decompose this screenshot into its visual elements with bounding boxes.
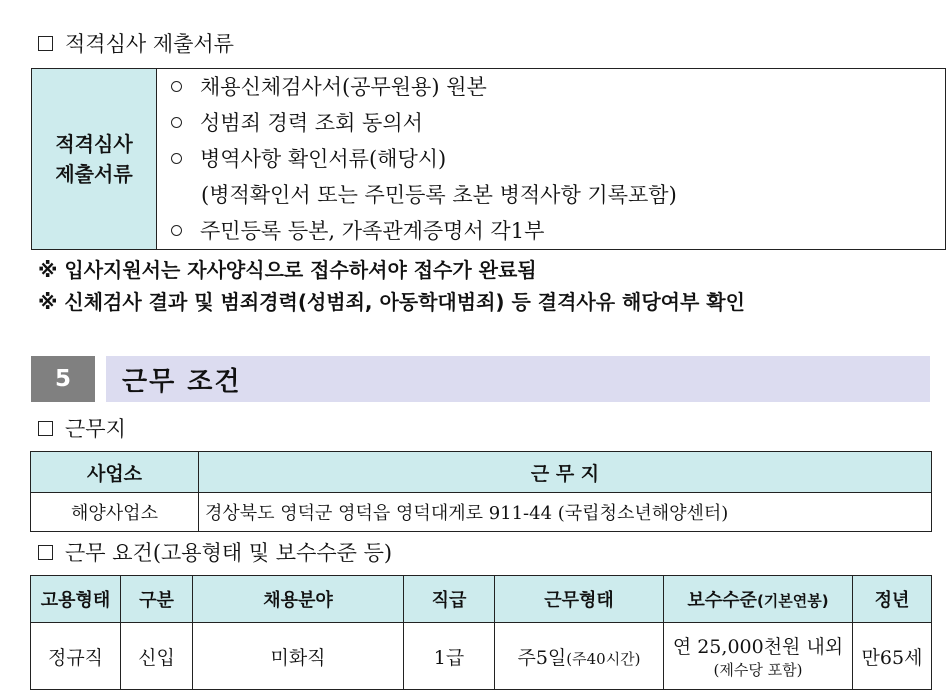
- circle-bullet-icon: [171, 81, 182, 92]
- circle-bullet-icon: [171, 117, 182, 128]
- column-header: 근무형태: [495, 576, 664, 623]
- column-header: 사업소: [31, 452, 199, 493]
- note-application-form: ※ 입사지원서는 자사양식으로 접수하셔야 접수가 완료됨: [38, 258, 537, 282]
- section-number-badge: 5: [31, 356, 95, 402]
- column-header: 직급: [404, 576, 495, 623]
- table-cell: 1급: [404, 623, 495, 690]
- conditions-table: [30, 575, 932, 690]
- qual-header-line1: 적격심사: [55, 132, 133, 156]
- checkbox-square-icon: [38, 421, 53, 436]
- list-item-continuation: (병적확인서 또는 주민등록 초본 병적사항 기록포함): [201, 183, 677, 207]
- note-background-check: ※ 신체검사 결과 및 범죄경력(성범죄, 아동학대범죄) 등 결격사유 해당여부 확인: [38, 290, 745, 314]
- section-title-bar: [106, 356, 930, 402]
- checkbox-square-icon: [38, 36, 53, 51]
- column-header: 정년: [853, 576, 932, 623]
- table-cell: 정규직: [31, 623, 121, 690]
- workplace-table: [30, 451, 932, 532]
- table-cell: 미화직: [193, 623, 404, 690]
- table-cell: 해양사업소: [31, 493, 199, 532]
- table-cell: 만65세: [853, 623, 932, 690]
- table-row: [31, 493, 932, 532]
- circle-bullet-icon: [171, 153, 182, 164]
- table-cell: 주5일(주40시간): [495, 623, 664, 690]
- qual-docs-list: [157, 69, 946, 250]
- workplace-title: 근무지: [65, 417, 126, 441]
- list-item: 주민등록 등본, 가족관계증명서 각1부: [171, 213, 945, 249]
- table-cell: 연 25,000천원 내외 (제수당 포함): [664, 623, 853, 690]
- column-header: 구분: [121, 576, 193, 623]
- qual-header-line2: 제출서류: [55, 162, 133, 186]
- list-item: 채용신체검사서(공무원용) 원본: [171, 69, 945, 105]
- table-header-row: [31, 452, 932, 493]
- table-row: [31, 623, 932, 690]
- list-item: 병역사항 확인서류(해당시): [171, 141, 945, 177]
- column-header: 보수수준(기본연봉): [664, 576, 853, 623]
- conditions-heading: [38, 537, 392, 567]
- column-header: 고용형태: [31, 576, 121, 623]
- list-item: 성범죄 경력 조회 동의서: [171, 105, 945, 141]
- circle-bullet-icon: [171, 225, 182, 236]
- column-header: 채용분야: [193, 576, 404, 623]
- section-title: 근무 조건: [122, 366, 242, 397]
- qual-section-title: 적격심사 제출서류: [65, 32, 234, 56]
- qual-docs-header: [32, 69, 157, 250]
- table-cell: 신입: [121, 623, 193, 690]
- column-header: 근 무 지: [199, 452, 932, 493]
- workplace-heading: [38, 413, 126, 443]
- qual-section-heading: [38, 28, 234, 58]
- conditions-title: 근무 요건(고용형태 및 보수수준 등): [65, 541, 393, 565]
- table-cell: 경상북도 영덕군 영덕읍 영덕대게로 911-44 (국립청소년해양센터): [199, 493, 932, 532]
- checkbox-square-icon: [38, 545, 53, 560]
- qual-docs-table: [31, 68, 946, 250]
- table-header-row: [31, 576, 932, 623]
